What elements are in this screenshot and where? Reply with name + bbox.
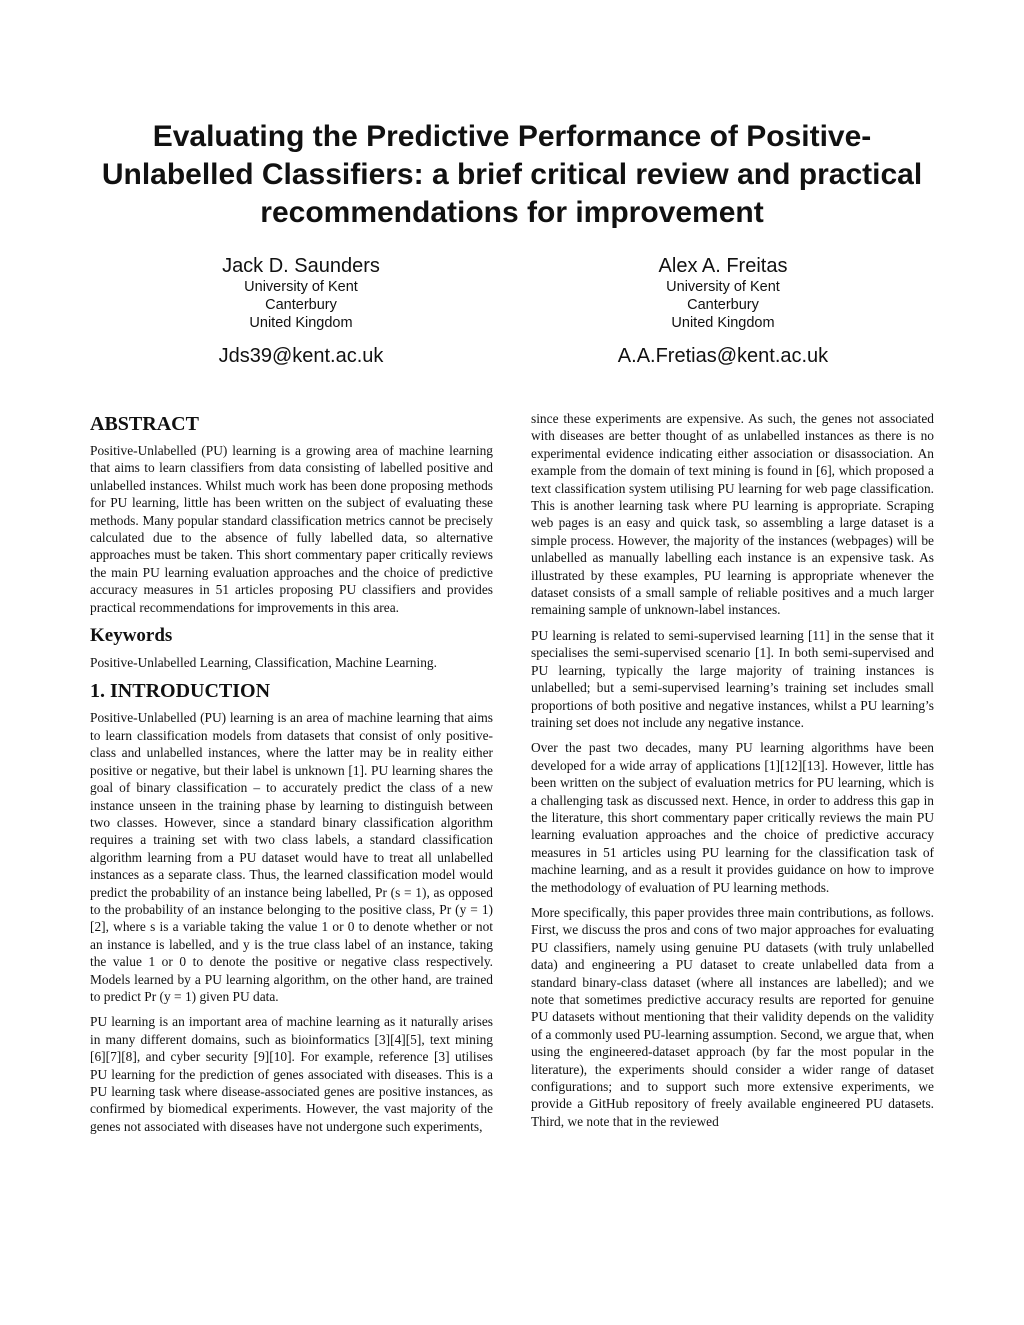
author-email: A.A.Fretias@kent.ac.uk xyxy=(617,345,829,367)
keywords-text: Positive-Unlabelled Learning, Classification, Machine Learning. xyxy=(90,655,437,671)
introduction-heading: 1. INTRODUCTION xyxy=(90,680,271,703)
paper-title: Evaluating the Predictive Performance of Positive-Unlabelled Classifiers: a brief critical review and practical recommendations for improvement xyxy=(101,120,923,229)
keywords-heading: Keywords xyxy=(90,625,173,647)
intro-paragraph-2: PU learning is an important area of machine learning as it naturally arises in many different domains, such as bioinformatics [3][4][5], text mining [6][7][8], and cyber security [9][10]. For example, reference [3] utilises PU learning for the prediction of genes associated with diseases. This is a PU learning task where disease-associated genes are positive instances, as confirmed by biomedical experiments. However, the vast majority of the genes not associated with diseases have not undergone such experiments, xyxy=(90,1014,493,1134)
abstract-heading: ABSTRACT xyxy=(90,413,199,435)
right-column xyxy=(531,410,934,1138)
right-paragraph-4: More specifically, this paper provides three main contributions, as follows. First, we discuss the pros and cons of two major approaches for evaluating PU classifiers, namely using genuine PU datasets (with truly unlabelled data) and engineering a PU dataset to create unlabelled data from a standard binary-class dataset (where all instances are labelled); and we note that sometimes predictive accuracy results are reported for genuine PU datasets without mentioning that their validity depends on the validity of a commonly used PU-learning assumption. Second, we argue that, when using the engineered-dataset approach (by far the most popular in the literature), the experiments should consider a wider range of dataset configurations; and to support such more extensive experiments, we provide a GitHub repository of freely available engineered PU datasets. Third, we note that in the reviewed xyxy=(531,904,934,1129)
author-city: Canterbury xyxy=(687,297,759,313)
author-city: Canterbury xyxy=(265,297,337,313)
author-affiliation: University of Kent xyxy=(666,279,780,295)
left-column xyxy=(90,408,493,1143)
author-name: Jack D. Saunders xyxy=(222,255,380,277)
author-block-1 xyxy=(151,254,451,368)
author-email: Jds39@kent.ac.uk xyxy=(218,345,384,367)
author-affiliation: University of Kent xyxy=(244,279,358,295)
right-paragraph-3: Over the past two decades, many PU learning algorithms have been developed for a wide array of applications [1][12][13]. However, little has been written on the subject of evaluation metrics for PU learning, which is a challenging task as discussed next. Hence, in order to address this gap in the literature, this short commentary paper critically reviews the main PU learning evaluation approaches and the choice of predictive accuracy measures in 51 articles using PU learning for the classification task of machine learning, and as a result it provides guidance on how to improve the methodology of evaluation of PU learning methods. xyxy=(531,740,934,895)
author-name: Alex A. Freitas xyxy=(658,255,788,277)
right-paragraph-2: PU learning is related to semi-supervised learning [11] in the sense that it specialises the semi-supervised scenario [1]. In both semi-supervised and PU learning, typically the large majority of training instances is unlabelled; but a semi-supervised learning’s training set includes small proportions of both positive and negative instances, whilst a PU learning’s training set does not include any negative instance. xyxy=(531,627,934,730)
right-paragraph-1: since these experiments are expensive. As such, the genes not associated with diseases are better thought of as unlabelled instances as there is no experimental evidence indicating either association or disassociation. An example from the domain of text mining is found in [6], which proposed a text classification system utilising PU learning for web page classification. This is another learning task where PU learning is appropriate. Scraping web pages is an easy and quick task, so assembling a large dataset is a simple process. However, the majority of the instances (webpages) will be unlabelled as manually labelling each instance is an expensive task. As illustrated by these examples, PU learning is appropriate whenever the dataset consists of a small sample of reliable positives and a much larger remaining sample of unknown-label instances. xyxy=(531,411,934,618)
author-country: United Kingdom xyxy=(249,315,353,331)
abstract-text: Positive-Unlabelled (PU) learning is a growing area of machine learning that aims to learn classifiers from data consisting of labelled positive and unlabelled instances. Whilst much work has been done proposing methods for PU learning, little has been written on the subject of evaluating these methods. Many popular standard classification metrics cannot be precisely calculated due to the absence of fully labelled data, so alternative approaches must be taken. This short commentary paper critically reviews the main PU learning evaluation approaches and the choice of predictive accuracy measures in 51 articles proposing PU classifiers and provides practical recommendations for improvements in this area. xyxy=(90,443,493,615)
author-block-2 xyxy=(573,254,873,368)
author-country: United Kingdom xyxy=(671,315,775,331)
intro-paragraph-1: Positive-Unlabelled (PU) learning is an area of machine learning that aims to learn classification models from datasets that consist of only positive-class and unlabelled instances, where the latter may be in reality either positive or negative, but their label is unknown [1]. PU learning shares the goal of binary classification – to accurately predict the class of a new instance unseen in the training phase by learning to distinguish between two classes. However, since a standard binary classification algorithm requires a training set with two class labels, a standard classification algorithm learning from a PU dataset would have to treat all unlabelled instances as a separate class. Thus, the learned classification model would predict the probability of an instance being labelled, Pr (s = 1), as opposed to the probability of an instance belonging to the positive class, Pr (y = 1) [2], where s is a variable taking the value 1 or 0 to denote whether or not an instance is labelled, and y is the true class label of an instance, taking the value 1 or 0 to denote the positive or negative class respectively. Models learned by a PU learning algorithm, on the other hand, are trained to predict Pr (y = 1) given PU data. xyxy=(90,710,493,1004)
